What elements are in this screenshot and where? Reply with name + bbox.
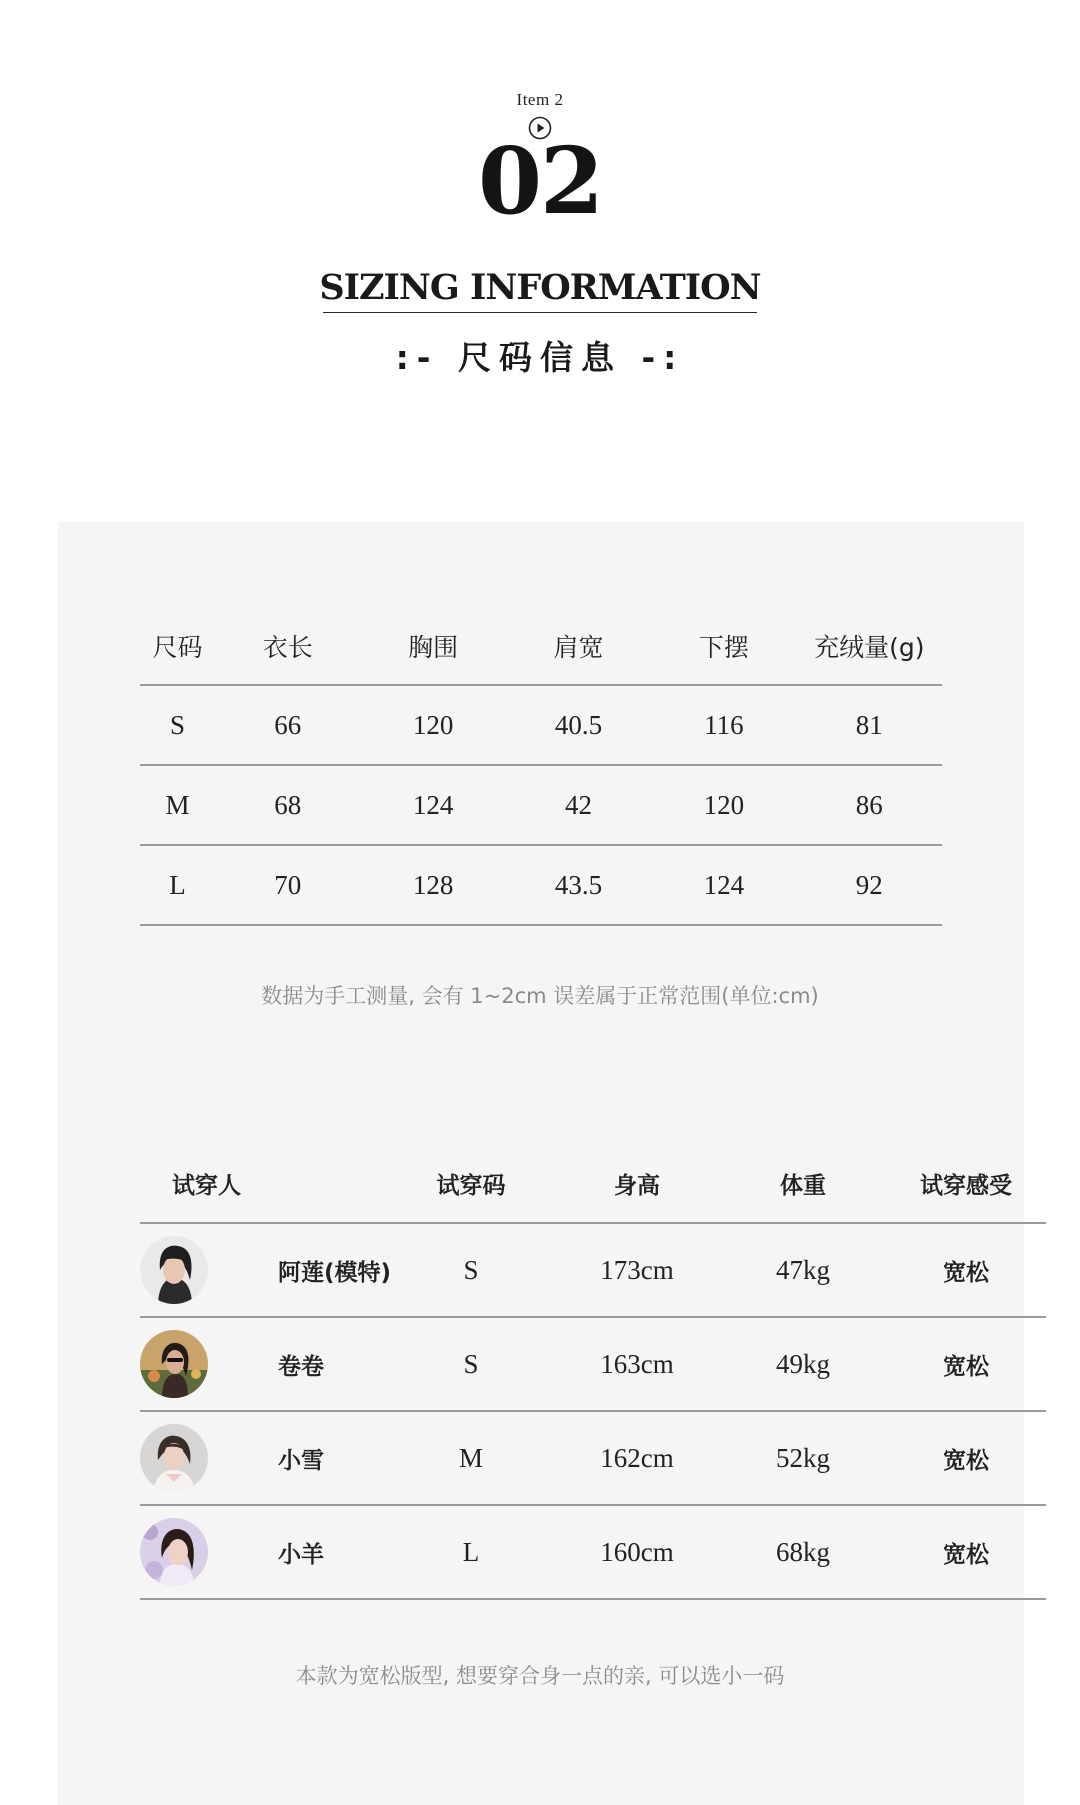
table-cell: 70 <box>215 845 360 925</box>
section-number: 02 <box>477 127 603 235</box>
trial-header-cell: 试穿码 <box>388 1144 554 1223</box>
size-header-cell: 充绒量(g) <box>797 608 942 685</box>
trial-name: 小羊 <box>278 1505 388 1599</box>
trial-table <box>140 1144 1046 1600</box>
size-header-cell: 衣长 <box>215 608 360 685</box>
avatar-cell <box>140 1411 278 1505</box>
trial-fit: 宽松 <box>886 1505 1046 1599</box>
table-row <box>140 1317 1046 1411</box>
trial-height: 162cm <box>554 1411 720 1505</box>
table-cell: 92 <box>797 845 942 925</box>
trial-weight: 68kg <box>720 1505 886 1599</box>
avatar <box>140 1330 208 1398</box>
trial-fit: 宽松 <box>886 1223 1046 1317</box>
table-cell: 66 <box>215 685 360 765</box>
table-cell: 42 <box>506 765 651 845</box>
trial-header-cell: 身高 <box>554 1144 720 1223</box>
trial-fit: 宽松 <box>886 1317 1046 1411</box>
trial-table-note: 本款为宽松版型, 想要穿合身一点的亲, 可以选小一码 <box>295 1664 785 1688</box>
table-cell: 124 <box>651 845 796 925</box>
item-label: Item 2 <box>516 90 564 109</box>
trial-size: S <box>388 1223 554 1317</box>
table-cell: 124 <box>360 765 505 845</box>
size-header-cell: 胸围 <box>360 608 505 685</box>
table-cell: 128 <box>360 845 505 925</box>
avatar-cell <box>140 1317 278 1411</box>
section-subtitle: :- 尺码信息 -: <box>395 338 685 377</box>
table-cell: M <box>140 765 215 845</box>
table-cell: 116 <box>651 685 796 765</box>
table-row <box>140 1505 1046 1599</box>
trial-weight: 47kg <box>720 1223 886 1317</box>
trial-weight: 52kg <box>720 1411 886 1505</box>
table-cell: 86 <box>797 765 942 845</box>
trial-size: M <box>388 1411 554 1505</box>
trial-size: S <box>388 1317 554 1411</box>
size-header-cell: 尺码 <box>140 608 215 685</box>
trial-table-header <box>140 1144 1046 1223</box>
avatar <box>140 1236 208 1304</box>
size-table-note: 数据为手工测量, 会有 1~2cm 误差属于正常范围(单位:cm) <box>261 984 819 1008</box>
title-underline <box>323 312 757 313</box>
avatar-cell <box>140 1505 278 1599</box>
size-table <box>140 608 942 926</box>
trial-header-cell: 试穿感受 <box>886 1144 1046 1223</box>
table-cell: 43.5 <box>506 845 651 925</box>
table-cell: L <box>140 845 215 925</box>
trial-fit: 宽松 <box>886 1411 1046 1505</box>
avatar <box>140 1518 208 1586</box>
trial-weight: 49kg <box>720 1317 886 1411</box>
trial-header-cell: 试穿人 <box>140 1144 388 1223</box>
table-cell: 120 <box>651 765 796 845</box>
table-cell: 68 <box>215 765 360 845</box>
trial-height: 173cm <box>554 1223 720 1317</box>
table-row <box>140 765 942 845</box>
size-header-cell: 下摆 <box>651 608 796 685</box>
trial-height: 163cm <box>554 1317 720 1411</box>
size-table-header <box>140 608 942 685</box>
table-row <box>140 1223 1046 1317</box>
table-cell: 40.5 <box>506 685 651 765</box>
trial-height: 160cm <box>554 1505 720 1599</box>
trial-header-cell: 体重 <box>720 1144 886 1223</box>
table-cell: 81 <box>797 685 942 765</box>
table-cell: S <box>140 685 215 765</box>
trial-name: 阿莲(模特) <box>278 1223 388 1317</box>
section-title: SIZING INFORMATION <box>319 267 761 308</box>
trial-size: L <box>388 1505 554 1599</box>
trial-name: 小雪 <box>278 1411 388 1505</box>
table-row <box>140 685 942 765</box>
table-cell: 120 <box>360 685 505 765</box>
table-row <box>140 1411 1046 1505</box>
size-header-cell: 肩宽 <box>506 608 651 685</box>
table-row <box>140 845 942 925</box>
trial-name: 卷卷 <box>278 1317 388 1411</box>
avatar <box>140 1424 208 1492</box>
avatar-cell <box>140 1223 278 1317</box>
